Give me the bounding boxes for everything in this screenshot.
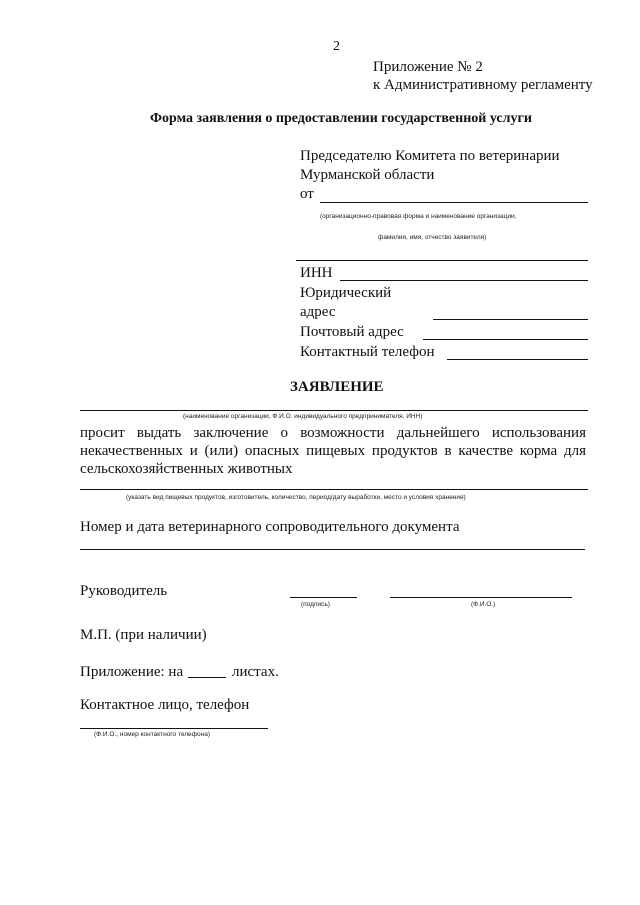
postal-address-field-line[interactable]	[423, 339, 588, 340]
applicant-name-line[interactable]	[296, 260, 588, 261]
applicant-organization-line[interactable]	[80, 410, 588, 411]
attachment-prefix: Приложение: на	[80, 664, 184, 680]
page-number: 2	[333, 39, 340, 54]
from-caption-2: фамилия, имя, отчество заявителя)	[378, 234, 487, 241]
addressee-line1: Председателю Комитета по ветеринарии	[300, 148, 560, 164]
from-label: от	[300, 186, 314, 202]
fio-caption: (Ф.И.О.)	[471, 601, 496, 608]
contact-phone-label: Контактный телефон	[300, 344, 435, 360]
contact-person-field-line[interactable]	[80, 728, 268, 729]
vet-document-label: Номер и дата ветеринарного сопроводительного документа	[80, 519, 460, 535]
appendix-number: Приложение № 2	[373, 59, 483, 75]
statement-body-line3: сельскохозяйственных животных	[80, 461, 293, 477]
statement-body-line2: некачественных и (или) опасных пищевых продуктов в качестве корма для	[80, 443, 586, 459]
inn-label: ИНН	[300, 265, 333, 281]
from-field-line[interactable]	[320, 202, 588, 203]
attachment-suffix: листах.	[232, 664, 279, 680]
statement-body-line1: просит выдать заключение о возможности дальнейшего использования	[80, 425, 586, 441]
head-fio-field-line[interactable]	[390, 597, 572, 598]
products-field-line[interactable]	[80, 489, 588, 490]
legal-address-label-2: адрес	[300, 304, 336, 320]
appendix-regulation: к Административному регламенту	[373, 77, 593, 93]
legal-address-label-1: Юридический	[300, 285, 392, 301]
signature-field-line[interactable]	[290, 597, 357, 598]
addressee-line2: Мурманской области	[300, 167, 435, 183]
organization-caption: (наименование организации, Ф.И.О. индивидуального предпринимателя, ИНН)	[183, 413, 423, 420]
form-title: Форма заявления о предоставлении государственной услуги	[150, 111, 532, 126]
head-label: Руководитель	[80, 583, 168, 599]
vet-document-field-line[interactable]	[80, 549, 585, 550]
from-caption-1: (организационно-правовая форма и наименование организации,	[320, 213, 517, 220]
products-caption: (указать вид пищевых продуктов, изготовитель, количество, период/дату выработки, место и условия хранения)	[126, 494, 466, 501]
signature-caption: (подпись)	[301, 601, 330, 608]
inn-field-line[interactable]	[340, 280, 588, 281]
stamp-label: М.П. (при наличии)	[80, 627, 207, 643]
statement-title: ЗАЯВЛЕНИЕ	[290, 379, 384, 395]
legal-address-field-line[interactable]	[433, 319, 588, 320]
postal-address-label: Почтовый адрес	[300, 324, 404, 340]
attachment-sheets-field-line[interactable]	[188, 677, 226, 678]
contact-person-label: Контактное лицо, телефон	[80, 697, 250, 713]
contact-phone-field-line[interactable]	[447, 359, 588, 360]
contact-person-caption: (Ф.И.О., номер контактного телефона)	[94, 731, 211, 738]
